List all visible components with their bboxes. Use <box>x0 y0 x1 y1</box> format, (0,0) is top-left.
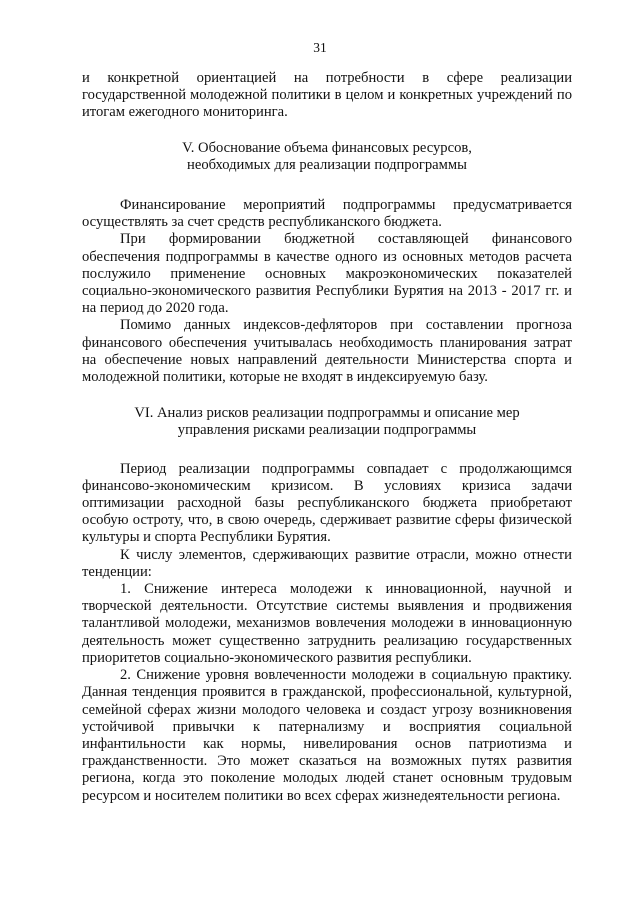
section-6-paragraph: 2. Снижение уровня вовлеченности молодежи в социальную практику. Данная тенденция проявится в гражданской, профессиональной, культурной, семейной сферах жизни молодого человека и создаст угрозу возникновения устойчивой привычки к патернализму и восприятия социальной инфантильности как нормы, нивелирования основ патриотизма и гражданственности. Это может сказаться на возможных путях развития региона, когда это поколение молодых людей станет основным трудовым ресурсом и носителем политики во всех сферах жизнедеятельности региона. <box>82 667 572 804</box>
section-5-title-line-2: необходимых для реализации подпрограммы <box>187 156 467 173</box>
section-5-paragraph: Финансирование мероприятий подпрограммы предусматривается осуществлять за счет средств республиканского бюджета. <box>82 197 572 231</box>
section-5-title-line-1: V. Обоснование объема финансовых ресурсов, <box>182 139 472 156</box>
page-content <box>82 70 572 805</box>
section-6-title-line-1: VI. Анализ рисков реализации подпрограммы и описание мер <box>134 405 520 422</box>
section-5-paragraph: При формировании бюджетной составляющей финансового обеспечения подпрограммы в качестве одного из основных методов расчета послужило применение основных макроэкономических показателей социально-экономического развития Республики Бурятия на 2013 - 2017 гг. и на период до 2020 года. <box>82 231 572 317</box>
page-number: 31 <box>313 40 327 55</box>
section-6-paragraph: К числу элементов, сдерживающих развитие отрасли, можно отнести тенденции: <box>82 546 572 580</box>
section-6-title-line-2: управления рисками реализации подпрограммы <box>177 422 477 439</box>
intro-paragraph: и конкретной ориентацией на потребности в сфере реализации государственной молодежной политики в целом и конкретных учреждений по итогам ежегодного мониторинга. <box>82 70 572 121</box>
section-5-paragraph: Помимо данных индексов-дефляторов при составлении прогноза финансового обеспечения учитывалась необходимость планирования затрат на обеспечение новых направлений деятельности Министерства спорта и молодежной политики, которые не входят в индексируемую базу. <box>82 317 572 386</box>
section-5-heading <box>82 140 572 174</box>
section-6-paragraph: Период реализации подпрограммы совпадает с продолжающимся финансово-экономическим кризисом. В условиях кризиса задачи оптимизации расходной базы республиканского бюджета приобретают особую остроту, что, в свою очередь, сдерживает развитие сферы физической культуры и спорта Республики Бурятия. <box>82 460 572 546</box>
section-6-heading <box>82 405 572 439</box>
section-6-paragraph: 1. Снижение интереса молодежи к инновационной, научной и творческой деятельности. Отсутствие системы выявления и продвижения талантливой молодежи, механизмов вовлечения молодежи в инновационную деятельность может существенно затруднить реализацию государственных приоритетов социально-экономического развития республики. <box>82 581 572 666</box>
